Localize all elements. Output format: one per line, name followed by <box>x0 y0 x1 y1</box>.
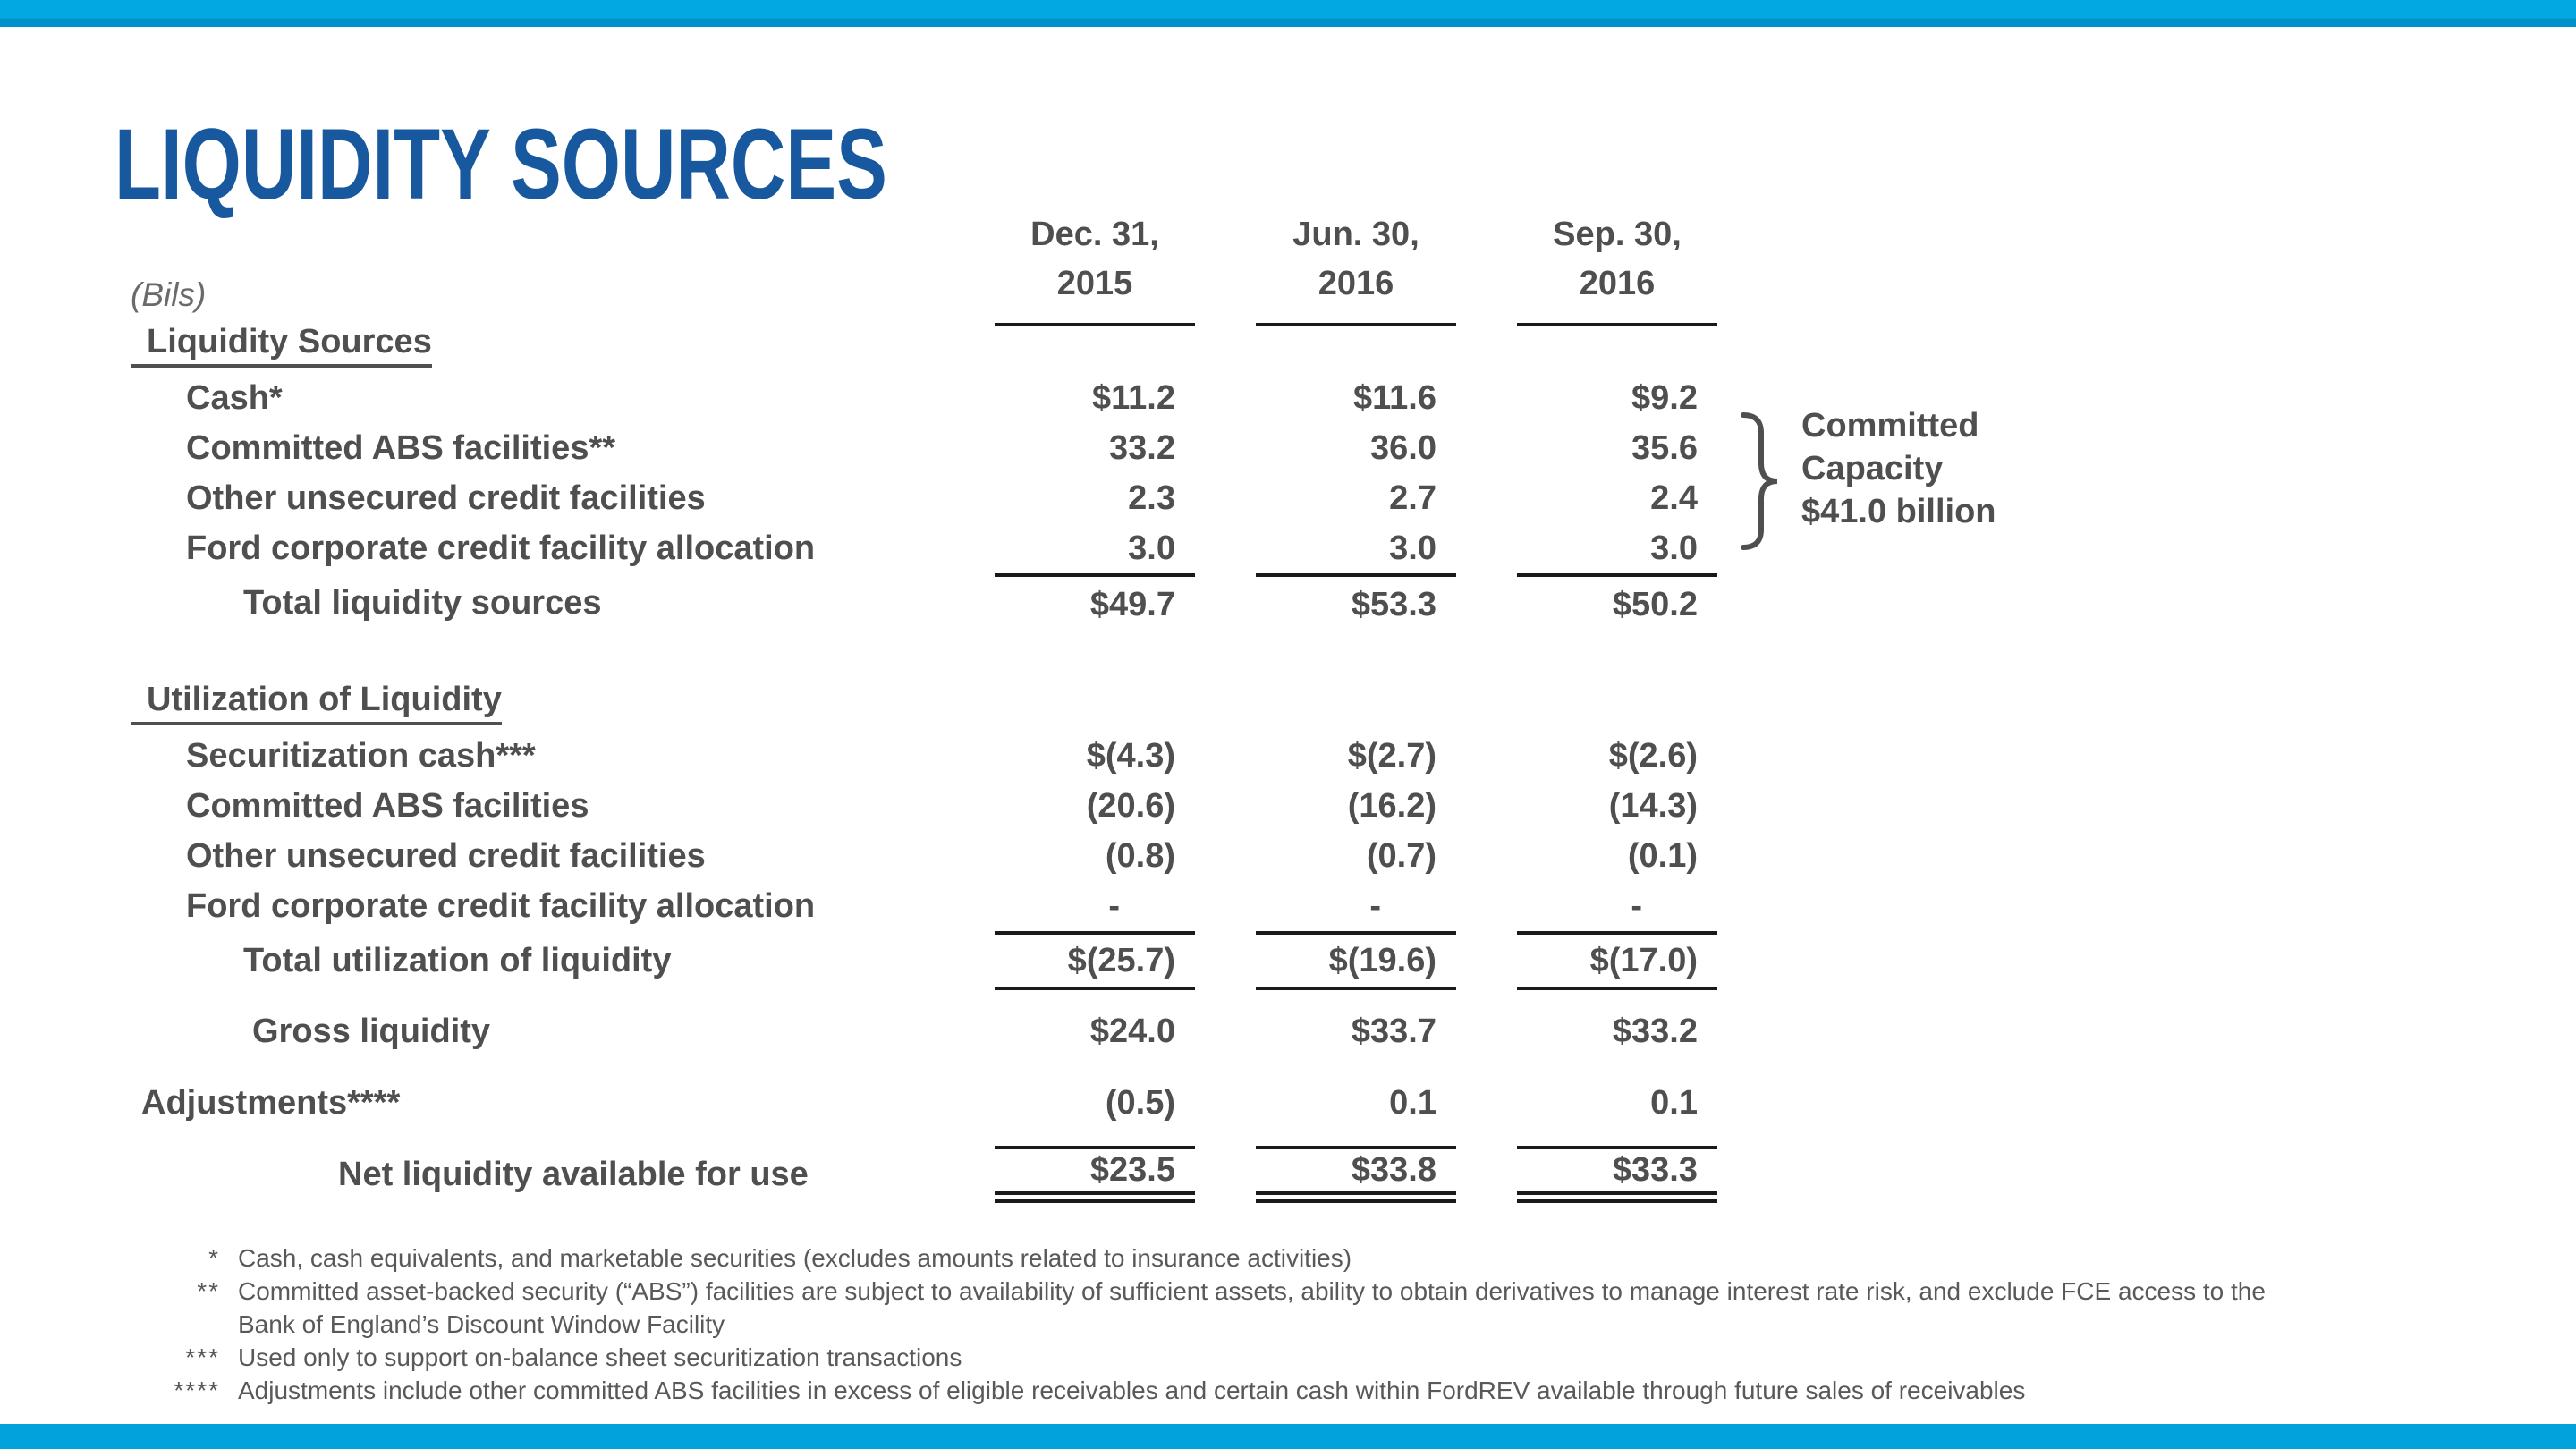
row-value: (0.1) <box>1627 836 1698 875</box>
row-value: $(17.0) <box>1517 931 1717 990</box>
footnote-text: Used only to support on-balance sheet securitization transactions <box>238 1343 962 1371</box>
table-row-total-liquidity-sources <box>131 573 1717 632</box>
footnote-adjustments <box>134 1374 2478 1407</box>
row-value: 3.0 <box>1128 529 1175 567</box>
row-value: (0.8) <box>1105 836 1175 875</box>
row-value: $9.2 <box>1631 378 1698 417</box>
row-value: $50.2 <box>1517 573 1717 632</box>
table-row-adjustments <box>131 1078 1717 1128</box>
row-value: - <box>1369 886 1381 925</box>
column-header-line1: Dec. 31, <box>1030 216 1159 253</box>
column-header-jun-2016 <box>1256 210 1456 326</box>
row-label: Committed ABS facilities** <box>186 428 616 467</box>
table-row-gross-liquidity <box>131 1006 1717 1056</box>
row-label: Ford corporate credit facility allocation <box>186 886 816 925</box>
row-value: $33.2 <box>1612 1012 1698 1050</box>
table-row-net-liquidity <box>131 1146 1717 1203</box>
row-label: Total liquidity sources <box>243 583 602 622</box>
row-value: $33.8 <box>1256 1146 1456 1203</box>
footnotes <box>134 1241 2478 1407</box>
footnote-abs <box>134 1275 2478 1341</box>
row-value: - <box>1108 886 1120 925</box>
annotation-line: Capacity <box>1801 450 1944 487</box>
footnote-cash <box>134 1241 2478 1275</box>
row-label: Cash* <box>186 378 283 417</box>
bottom-accent-bar <box>0 1424 2576 1449</box>
row-value: 2.3 <box>1128 479 1175 517</box>
column-header-line2: 2016 <box>1579 265 1656 302</box>
section-heading-row-utilization <box>131 675 1717 731</box>
table-row-committed-abs <box>131 423 1717 473</box>
section-heading-utilization: Utilization of Liquidity <box>131 681 502 725</box>
row-value: $49.7 <box>995 573 1195 632</box>
row-value: 3.0 <box>1389 529 1436 567</box>
row-value: $23.5 <box>995 1146 1195 1203</box>
row-value: (14.3) <box>1608 786 1698 825</box>
footnote-marker: * <box>208 1244 220 1272</box>
row-value: $33.7 <box>1351 1012 1436 1050</box>
row-label: Gross liquidity <box>252 1012 491 1050</box>
footnote-text: Bank of England’s Discount Window Facility <box>238 1310 725 1338</box>
section-heading-row-sources <box>131 318 1717 373</box>
section-heading-sources: Liquidity Sources <box>131 323 432 368</box>
row-value: 3.0 <box>1650 529 1698 567</box>
row-value: (0.5) <box>1105 1083 1175 1122</box>
table-row-util-committed-abs <box>131 781 1717 831</box>
row-value: 2.7 <box>1389 479 1436 517</box>
footnote-marker: *** <box>185 1343 220 1371</box>
footnote-marker: ** <box>197 1277 220 1305</box>
table-row-total-utilization <box>131 931 1717 990</box>
row-value: $11.2 <box>1092 378 1175 417</box>
row-value: (0.7) <box>1366 836 1436 875</box>
row-label: Securitization cash*** <box>186 736 536 775</box>
row-value: $53.3 <box>1256 573 1456 632</box>
row-value: 35.6 <box>1631 428 1698 467</box>
units-label-cell <box>131 210 934 326</box>
column-header-line2: 2016 <box>1318 265 1394 302</box>
row-label: Other unsecured credit facilities <box>186 479 706 517</box>
table-row-util-ford-credit-facility <box>131 881 1717 931</box>
row-value: 36.0 <box>1370 428 1436 467</box>
row-value: (20.6) <box>1086 786 1175 825</box>
row-value: $(2.6) <box>1608 736 1698 775</box>
column-header-dec-2015 <box>995 210 1195 326</box>
table-row-other-unsecured <box>131 473 1717 523</box>
footnote-text: Committed asset-backed security (“ABS”) facilities are subject to availability of sufficient assets, ability to obtain derivatives to manage interest rate risk, and exclude FCE access to the <box>238 1277 2266 1305</box>
row-value: 33.2 <box>1109 428 1175 467</box>
table-row-cash <box>131 373 1717 423</box>
liquidity-table <box>131 210 1717 1203</box>
table-header-row <box>131 210 1717 318</box>
footnote-text: Adjustments include other committed ABS facilities in excess of eligible receivables and certain cash within FordREV available through future sales of receivables <box>238 1377 2026 1404</box>
row-label: Adjustments**** <box>141 1083 401 1122</box>
row-label: Committed ABS facilities <box>186 786 589 825</box>
row-value: 0.1 <box>1389 1083 1436 1122</box>
top-accent-bar <box>0 0 2576 27</box>
row-value: $(2.7) <box>1347 736 1436 775</box>
row-value: - <box>1631 886 1642 925</box>
row-value: $(19.6) <box>1256 931 1456 990</box>
row-label: Ford corporate credit facility allocation <box>186 529 816 567</box>
table-row-util-other-unsecured <box>131 831 1717 881</box>
row-value: $(25.7) <box>995 931 1195 990</box>
row-value: 2.4 <box>1650 479 1698 517</box>
row-label: Total utilization of liquidity <box>243 941 672 979</box>
footnote-marker: **** <box>174 1377 220 1404</box>
row-value: (16.2) <box>1347 786 1436 825</box>
row-label: Other unsecured credit facilities <box>186 836 706 875</box>
curly-brace-icon <box>1738 411 1783 551</box>
footnote-securitization <box>134 1341 2478 1374</box>
annotation-line: Committed <box>1801 407 1979 445</box>
column-header-line1: Jun. 30, <box>1292 216 1419 253</box>
column-header-sep-2016 <box>1517 210 1717 326</box>
committed-capacity-annotation <box>1801 404 1996 533</box>
table-row-securitization-cash <box>131 731 1717 781</box>
footnote-text: Cash, cash equivalents, and marketable securities (excludes amounts related to insurance activities) <box>238 1244 1352 1272</box>
column-header-line2: 2015 <box>1056 265 1133 302</box>
annotation-line: $41.0 billion <box>1801 493 1996 530</box>
units-label: (Bils) <box>131 276 207 313</box>
row-value: 0.1 <box>1650 1083 1698 1122</box>
row-value: $24.0 <box>1089 1012 1175 1050</box>
row-value: $(4.3) <box>1086 736 1175 775</box>
page-title: LIQUIDITY SOURCES <box>114 108 887 220</box>
row-label: Net liquidity available for use <box>338 1155 809 1193</box>
column-header-line1: Sep. 30, <box>1553 216 1682 253</box>
row-value: $11.6 <box>1353 378 1436 417</box>
row-value: $33.3 <box>1517 1146 1717 1203</box>
table-row-ford-credit-facility <box>131 523 1717 573</box>
